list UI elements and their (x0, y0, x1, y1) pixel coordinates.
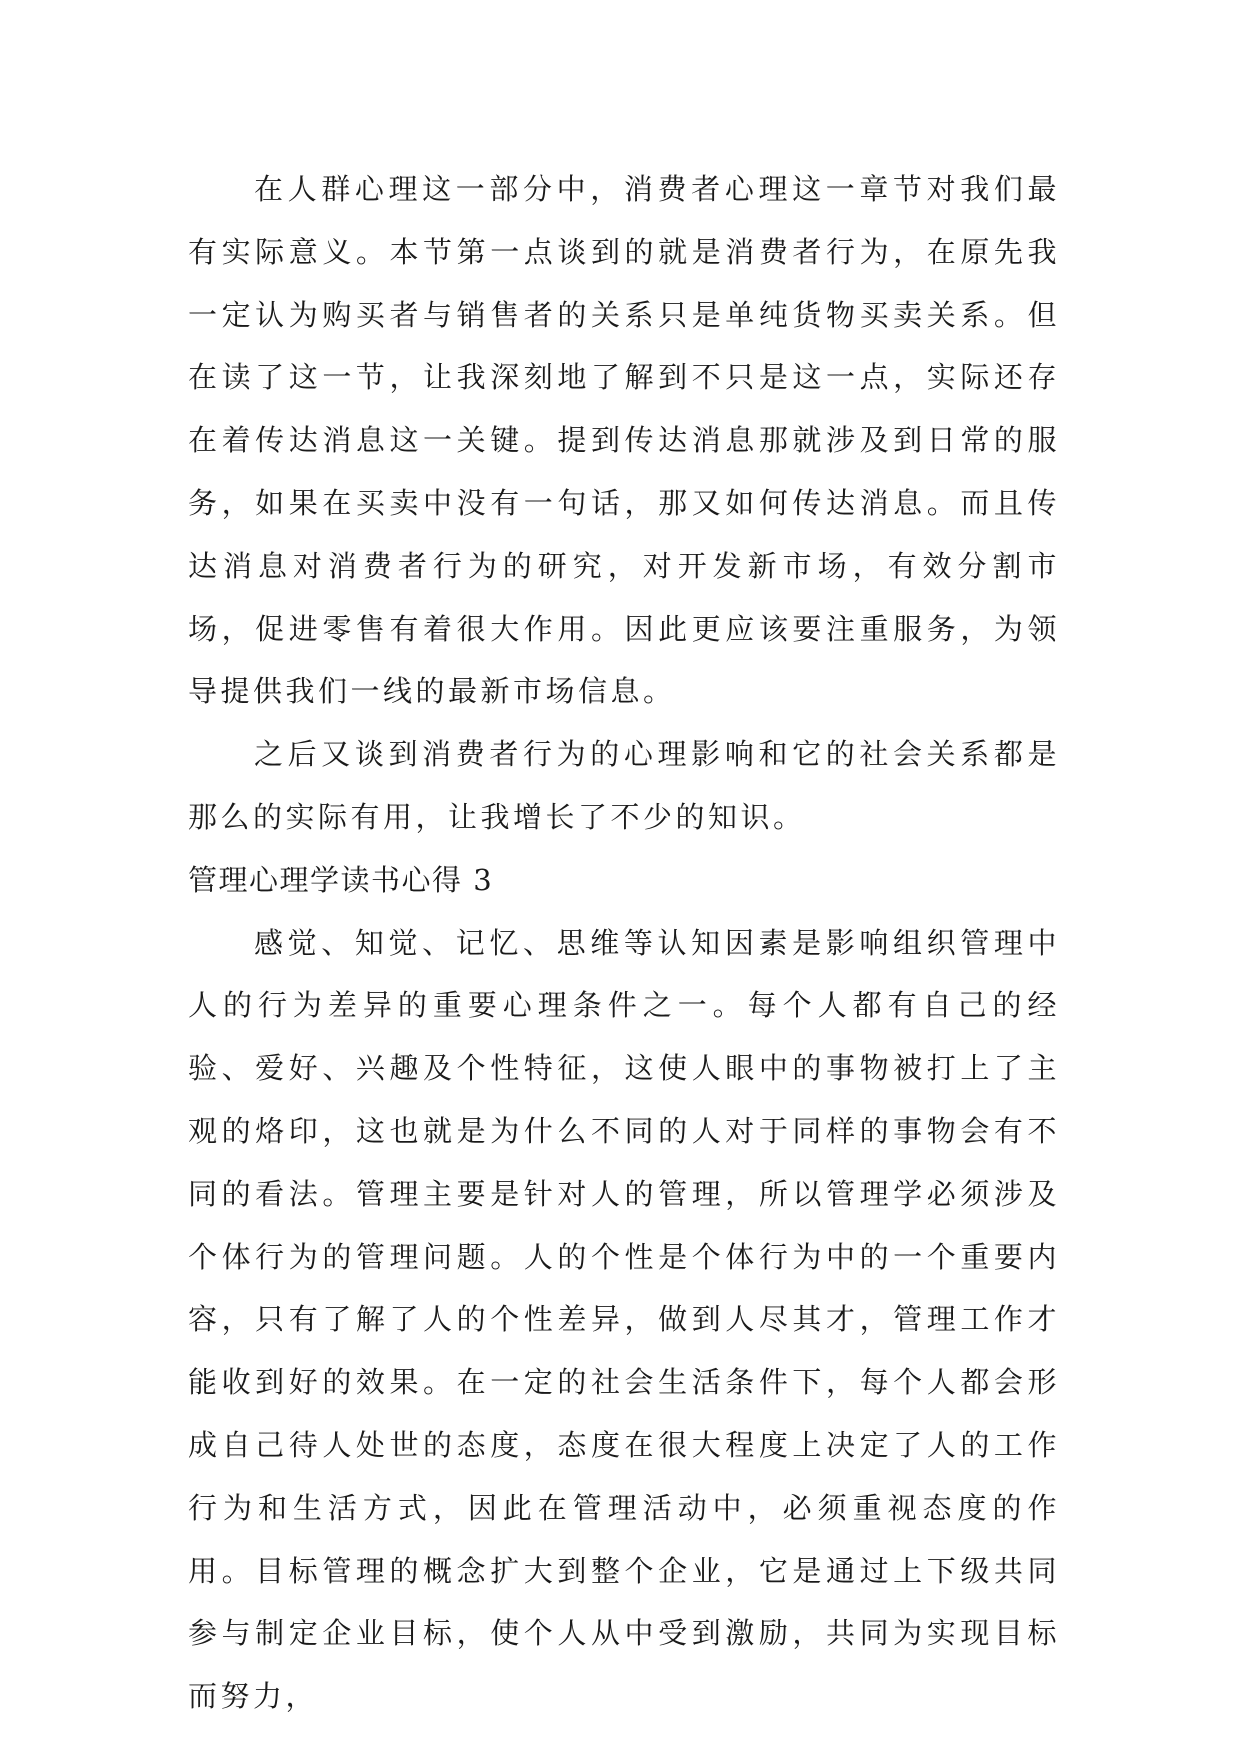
paragraph-social-relations: 之后又谈到消费者行为的心理影响和它的社会关系都是那么的实际有用，让我增长了不少的知识。 (188, 737, 1060, 834)
paragraph-cognitive-factors: 感觉、知觉、记忆、思维等认知因素是影响组织管理中人的行为差异的重要心理条件之一。每个人都有自己的经验、爱好、兴趣及个性特征，这使人眼中的事物被打上了主观的烙印，这也就是为什么不同的人对于同样的事物会有不同的看法。管理主要是针对人的管理，所以管理学必须涉及个体行为的管理问题。人的个性是个体行为中的一个重要内容，只有了解了人的个性差异，做到人尽其才，管理工作才能收到好的效果。在一定的社会生活条件下，每个人都会形成自己待人处世的态度，态度在很大程度上决定了人的工作行为和生活方式，因此在管理活动中，必须重视态度的作用。目标管理的概念扩大到整个企业，它是通过上下级共同参与制定企业目标，使个人从中受到激励，共同为实现目标而努力， (188, 925, 1060, 1714)
document-body (188, 158, 1060, 1728)
paragraph-consumer-psychology: 在人群心理这一部分中，消费者心理这一章节对我们最有实际意义。本节第一点谈到的就是消费者行为，在原先我一定认为购买者与销售者的关系只是单纯货物买卖关系。但在读了这一节，让我深刻地了解到不只是这一点，实际还存在着传达消息这一关键。提到传达消息那就涉及到日常的服务，如果在买卖中没有一句话，那又如何传达消息。而且传达消息对消费者行为的研究，对开发新市场，有效分割市场，促进零售有着很大作用。因此更应该要注重服务，为领导提供我们一线的最新市场信息。 (188, 172, 1060, 709)
section-heading: 管理心理学读书心得 3 (188, 862, 494, 897)
